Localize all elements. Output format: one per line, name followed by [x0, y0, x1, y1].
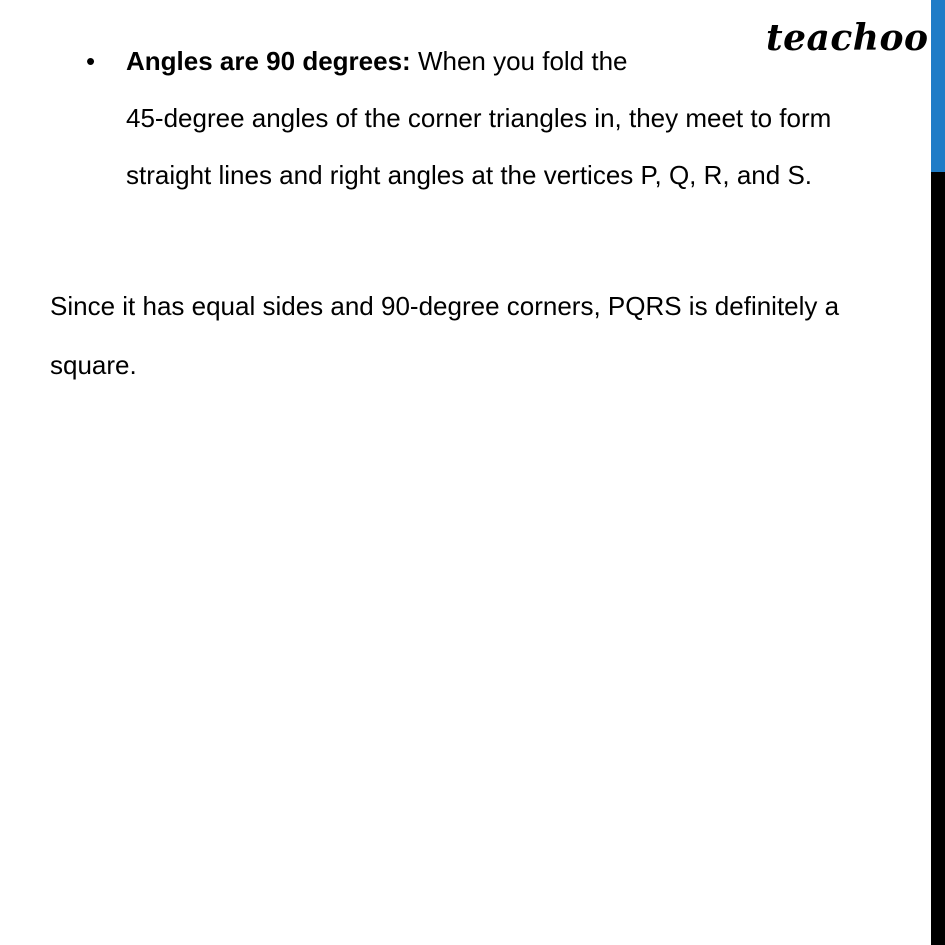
conclusion-line-2: square.	[50, 350, 137, 380]
bullet-text-1: When you fold the	[417, 46, 628, 76]
scrollbar-thumb[interactable]	[931, 0, 945, 172]
bullet-line-3: straight lines and right angles at the vertices P, Q, R, and S.	[126, 160, 813, 190]
conclusion-line-1: Since it has equal sides and 90-degree corners, PQRS is definitely a	[50, 291, 840, 321]
bullet-line-2: 45-degree angles of the corner triangles in, they meet to form	[126, 103, 832, 133]
bullet-heading: Angles are 90 degrees:	[126, 46, 411, 76]
teachoo-logo[interactable]: teachoo	[766, 17, 929, 59]
bullet-line-1	[126, 43, 628, 79]
bullet-icon: •	[86, 46, 96, 76]
